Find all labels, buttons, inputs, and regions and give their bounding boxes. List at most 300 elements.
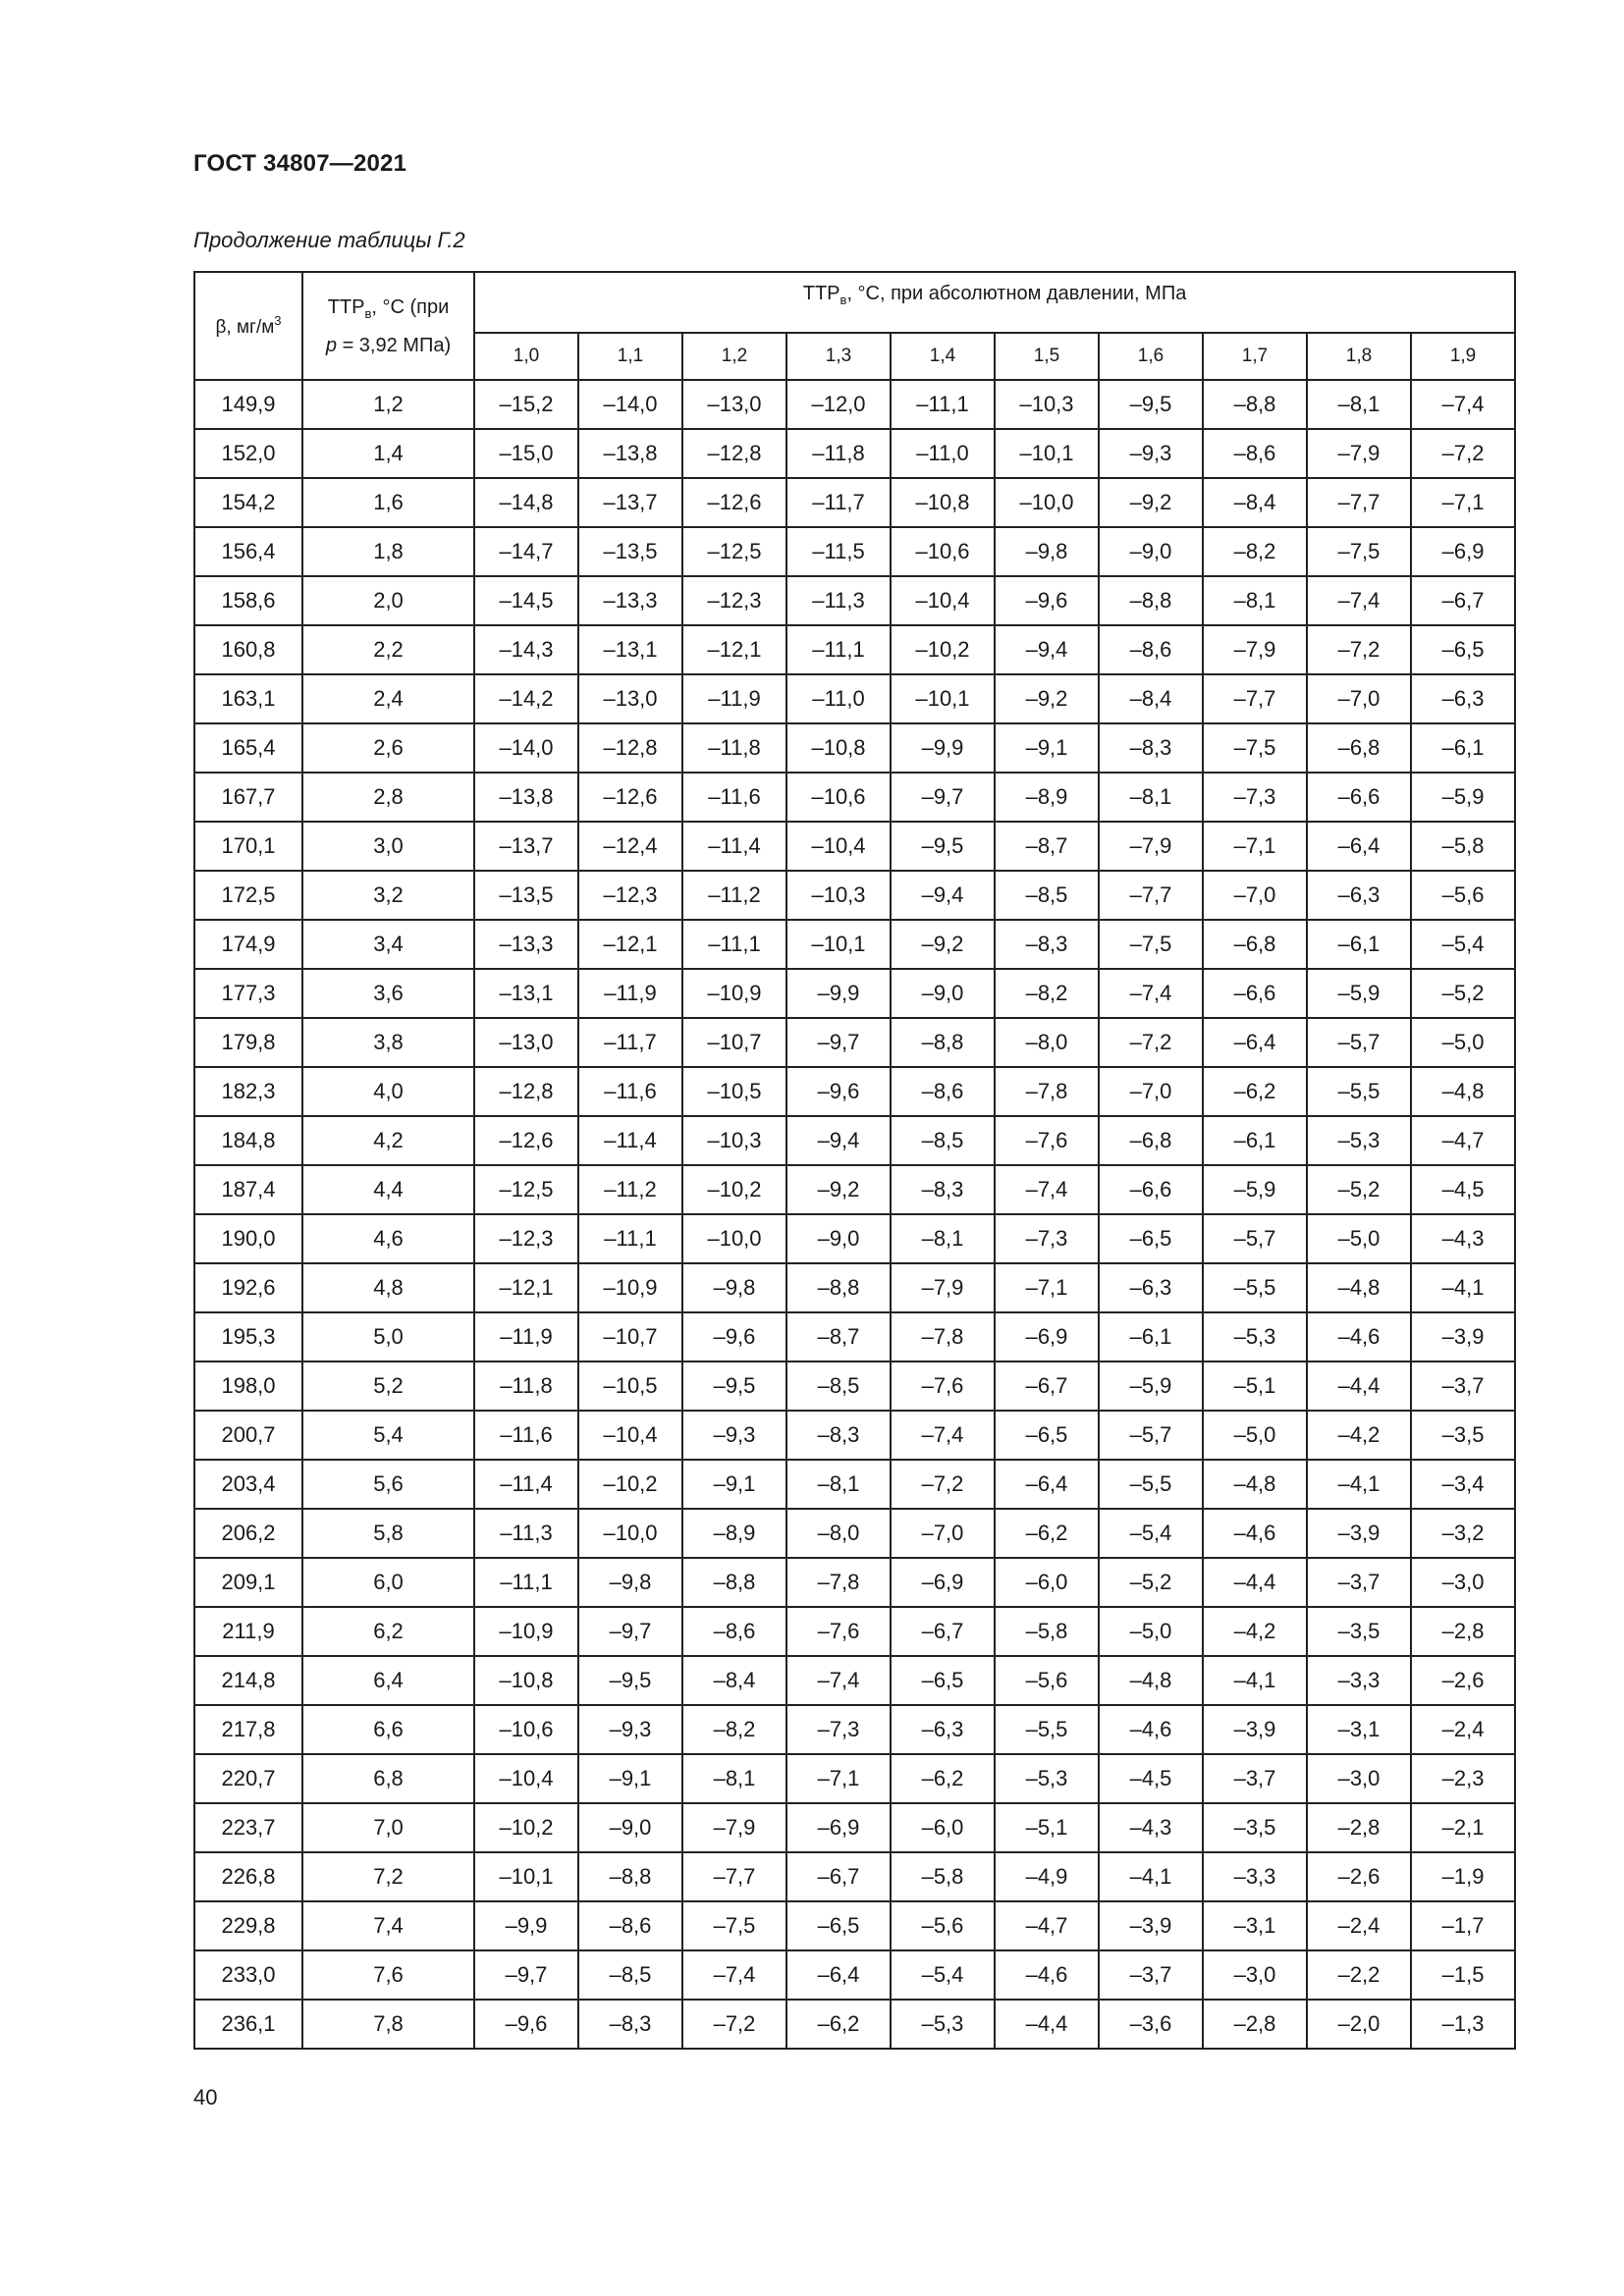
value-cell: –15,2 bbox=[474, 380, 578, 429]
ttp-cell: 3,0 bbox=[302, 822, 474, 871]
value-cell: –10,7 bbox=[578, 1312, 682, 1362]
value-cell: –8,3 bbox=[1099, 723, 1203, 773]
beta-cell: 190,0 bbox=[194, 1214, 302, 1263]
value-cell: –13,0 bbox=[682, 380, 786, 429]
value-cell: –1,7 bbox=[1411, 1901, 1515, 1950]
value-cell: –6,7 bbox=[891, 1607, 995, 1656]
value-cell: –7,4 bbox=[891, 1411, 995, 1460]
value-cell: –9,1 bbox=[995, 723, 1099, 773]
value-cell: –3,6 bbox=[1099, 2000, 1203, 2049]
value-cell: –8,1 bbox=[1203, 576, 1307, 625]
table-row bbox=[194, 969, 1515, 1018]
value-cell: –2,6 bbox=[1411, 1656, 1515, 1705]
table-body bbox=[194, 380, 1515, 2049]
value-cell: –7,8 bbox=[786, 1558, 891, 1607]
value-cell: –11,2 bbox=[682, 871, 786, 920]
beta-cell: 187,4 bbox=[194, 1165, 302, 1214]
value-cell: –10,4 bbox=[786, 822, 891, 871]
value-cell: –5,3 bbox=[891, 2000, 995, 2049]
pressure-header-cell: 1,6 bbox=[1099, 333, 1203, 380]
value-cell: –4,4 bbox=[1203, 1558, 1307, 1607]
table-row bbox=[194, 1067, 1515, 1116]
table-row bbox=[194, 380, 1515, 429]
value-cell: –7,0 bbox=[1099, 1067, 1203, 1116]
value-cell: –5,8 bbox=[891, 1852, 995, 1901]
value-cell: –4,2 bbox=[1203, 1607, 1307, 1656]
ttp-cell: 5,8 bbox=[302, 1509, 474, 1558]
value-cell: –7,4 bbox=[786, 1656, 891, 1705]
value-cell: –13,5 bbox=[474, 871, 578, 920]
value-cell: –6,2 bbox=[1203, 1067, 1307, 1116]
ttp-cell: 5,2 bbox=[302, 1362, 474, 1411]
value-cell: –3,4 bbox=[1411, 1460, 1515, 1509]
value-cell: –7,7 bbox=[682, 1852, 786, 1901]
value-cell: –8,4 bbox=[682, 1656, 786, 1705]
value-cell: –8,9 bbox=[995, 773, 1099, 822]
value-cell: –7,2 bbox=[1411, 429, 1515, 478]
table-row bbox=[194, 920, 1515, 969]
value-cell: –10,9 bbox=[474, 1607, 578, 1656]
value-cell: –10,3 bbox=[995, 380, 1099, 429]
value-cell: –12,1 bbox=[682, 625, 786, 674]
value-cell: –3,3 bbox=[1307, 1656, 1411, 1705]
value-cell: –9,0 bbox=[1099, 527, 1203, 576]
value-cell: –8,2 bbox=[682, 1705, 786, 1754]
value-cell: –7,5 bbox=[682, 1901, 786, 1950]
value-cell: –14,8 bbox=[474, 478, 578, 527]
value-cell: –5,8 bbox=[995, 1607, 1099, 1656]
beta-header-label: β, мг/м bbox=[215, 317, 275, 338]
ttp-header-line1 bbox=[327, 295, 450, 321]
value-cell: –8,9 bbox=[682, 1509, 786, 1558]
value-cell: –9,4 bbox=[786, 1116, 891, 1165]
ttp-cell: 2,2 bbox=[302, 625, 474, 674]
pressure-header-cell: 1,2 bbox=[682, 333, 786, 380]
value-cell: –6,7 bbox=[786, 1852, 891, 1901]
ttp-cell: 7,6 bbox=[302, 1950, 474, 2000]
value-cell: –6,7 bbox=[995, 1362, 1099, 1411]
value-cell: –7,9 bbox=[1099, 822, 1203, 871]
value-cell: –9,7 bbox=[786, 1018, 891, 1067]
value-cell: –8,2 bbox=[1203, 527, 1307, 576]
value-cell: –9,6 bbox=[474, 2000, 578, 2049]
table-row bbox=[194, 429, 1515, 478]
value-cell: –4,8 bbox=[1411, 1067, 1515, 1116]
beta-cell: 170,1 bbox=[194, 822, 302, 871]
value-cell: –10,9 bbox=[682, 969, 786, 1018]
value-cell: –7,6 bbox=[786, 1607, 891, 1656]
value-cell: –6,5 bbox=[995, 1411, 1099, 1460]
beta-header-sup: 3 bbox=[274, 313, 282, 328]
table-row bbox=[194, 773, 1515, 822]
table-row bbox=[194, 674, 1515, 723]
value-cell: –8,6 bbox=[1203, 429, 1307, 478]
beta-cell: 200,7 bbox=[194, 1411, 302, 1460]
beta-cell: 220,7 bbox=[194, 1754, 302, 1803]
value-cell: –5,9 bbox=[1203, 1165, 1307, 1214]
value-cell: –4,6 bbox=[1203, 1509, 1307, 1558]
ttp-cell: 1,2 bbox=[302, 380, 474, 429]
value-cell: –6,2 bbox=[891, 1754, 995, 1803]
value-cell: –7,7 bbox=[1307, 478, 1411, 527]
value-cell: –9,5 bbox=[1099, 380, 1203, 429]
table-caption: Продолжение таблицы Г.2 bbox=[193, 228, 465, 252]
table-row bbox=[194, 527, 1515, 576]
value-cell: –9,2 bbox=[891, 920, 995, 969]
value-cell: –13,0 bbox=[474, 1018, 578, 1067]
ttp-cell: 7,0 bbox=[302, 1803, 474, 1852]
value-cell: –14,7 bbox=[474, 527, 578, 576]
value-cell: –3,9 bbox=[1099, 1901, 1203, 1950]
pressure-header-cell: 1,0 bbox=[474, 333, 578, 380]
value-cell: –6,2 bbox=[995, 1509, 1099, 1558]
table-row bbox=[194, 478, 1515, 527]
pressure-header-cell: 1,5 bbox=[995, 333, 1099, 380]
value-cell: –9,8 bbox=[578, 1558, 682, 1607]
value-cell: –8,5 bbox=[578, 1950, 682, 2000]
value-cell: –5,3 bbox=[1203, 1312, 1307, 1362]
value-cell: –5,3 bbox=[1307, 1116, 1411, 1165]
value-cell: –9,4 bbox=[891, 871, 995, 920]
value-cell: –5,6 bbox=[891, 1901, 995, 1950]
value-cell: –6,4 bbox=[1307, 822, 1411, 871]
value-cell: –1,5 bbox=[1411, 1950, 1515, 2000]
value-cell: –11,9 bbox=[682, 674, 786, 723]
value-cell: –10,2 bbox=[474, 1803, 578, 1852]
value-cell: –5,0 bbox=[1307, 1214, 1411, 1263]
value-cell: –12,6 bbox=[578, 773, 682, 822]
beta-cell: 165,4 bbox=[194, 723, 302, 773]
value-cell: –11,1 bbox=[891, 380, 995, 429]
value-cell: –7,3 bbox=[1203, 773, 1307, 822]
value-cell: –4,6 bbox=[1099, 1705, 1203, 1754]
value-cell: –5,1 bbox=[995, 1803, 1099, 1852]
beta-cell: 195,3 bbox=[194, 1312, 302, 1362]
value-cell: –6,6 bbox=[1203, 969, 1307, 1018]
value-cell: –2,8 bbox=[1411, 1607, 1515, 1656]
value-cell: –4,8 bbox=[1099, 1656, 1203, 1705]
value-cell: –5,5 bbox=[1307, 1067, 1411, 1116]
value-cell: –7,4 bbox=[1411, 380, 1515, 429]
value-cell: –5,0 bbox=[1203, 1411, 1307, 1460]
value-cell: –10,8 bbox=[891, 478, 995, 527]
value-cell: –8,8 bbox=[1099, 576, 1203, 625]
value-cell: –3,2 bbox=[1411, 1509, 1515, 1558]
value-cell: –9,0 bbox=[786, 1214, 891, 1263]
ttp-cell: 7,8 bbox=[302, 2000, 474, 2049]
ttp-header-prefix: ТТР bbox=[327, 295, 365, 318]
value-cell: –9,2 bbox=[995, 674, 1099, 723]
value-cell: –4,9 bbox=[995, 1852, 1099, 1901]
ttp-cell: 2,4 bbox=[302, 674, 474, 723]
value-cell: –8,8 bbox=[1203, 380, 1307, 429]
value-cell: –15,0 bbox=[474, 429, 578, 478]
value-cell: –10,8 bbox=[786, 723, 891, 773]
value-cell: –10,0 bbox=[578, 1509, 682, 1558]
value-cell: –7,1 bbox=[1411, 478, 1515, 527]
value-cell: –9,0 bbox=[891, 969, 995, 1018]
pressure-header-cell: 1,3 bbox=[786, 333, 891, 380]
value-cell: –9,8 bbox=[995, 527, 1099, 576]
value-cell: –6,4 bbox=[1203, 1018, 1307, 1067]
value-cell: –5,7 bbox=[1307, 1018, 1411, 1067]
value-cell: –12,8 bbox=[474, 1067, 578, 1116]
value-cell: –13,5 bbox=[578, 527, 682, 576]
value-cell: –6,3 bbox=[1411, 674, 1515, 723]
table-row bbox=[194, 822, 1515, 871]
ttp-cell: 3,8 bbox=[302, 1018, 474, 1067]
beta-cell: 217,8 bbox=[194, 1705, 302, 1754]
ttp-cell: 5,0 bbox=[302, 1312, 474, 1362]
value-cell: –9,2 bbox=[786, 1165, 891, 1214]
table-row bbox=[194, 1901, 1515, 1950]
value-cell: –8,1 bbox=[1099, 773, 1203, 822]
value-cell: –7,1 bbox=[1203, 822, 1307, 871]
ttp-header-rest: = 3,92 МПа) bbox=[337, 334, 452, 356]
value-cell: –5,6 bbox=[1411, 871, 1515, 920]
ttp-header-var: p bbox=[325, 334, 338, 356]
table-row bbox=[194, 1803, 1515, 1852]
value-cell: –6,1 bbox=[1099, 1312, 1203, 1362]
value-cell: –11,6 bbox=[578, 1067, 682, 1116]
value-cell: –4,6 bbox=[995, 1950, 1099, 2000]
value-cell: –11,1 bbox=[474, 1558, 578, 1607]
value-cell: –7,2 bbox=[1099, 1018, 1203, 1067]
value-cell: –6,3 bbox=[1307, 871, 1411, 920]
group-header-sub: в bbox=[839, 293, 847, 307]
ttp-cell: 1,6 bbox=[302, 478, 474, 527]
value-cell: –12,3 bbox=[474, 1214, 578, 1263]
value-cell: –5,5 bbox=[1203, 1263, 1307, 1312]
value-cell: –12,1 bbox=[578, 920, 682, 969]
value-cell: –7,0 bbox=[1203, 871, 1307, 920]
value-cell: –3,5 bbox=[1203, 1803, 1307, 1852]
value-cell: –4,5 bbox=[1099, 1754, 1203, 1803]
table-row bbox=[194, 1705, 1515, 1754]
value-cell: –12,3 bbox=[682, 576, 786, 625]
ttp-cell: 3,2 bbox=[302, 871, 474, 920]
value-cell: –9,8 bbox=[682, 1263, 786, 1312]
value-cell: –13,0 bbox=[578, 674, 682, 723]
value-cell: –10,1 bbox=[474, 1852, 578, 1901]
value-cell: –5,2 bbox=[1411, 969, 1515, 1018]
value-cell: –2,4 bbox=[1411, 1705, 1515, 1754]
value-cell: –8,4 bbox=[1203, 478, 1307, 527]
value-cell: –11,3 bbox=[786, 576, 891, 625]
beta-cell: 179,8 bbox=[194, 1018, 302, 1067]
value-cell: –10,1 bbox=[786, 920, 891, 969]
value-cell: –2,8 bbox=[1203, 2000, 1307, 2049]
table-row bbox=[194, 1656, 1515, 1705]
value-cell: –4,4 bbox=[995, 2000, 1099, 2049]
value-cell: –5,1 bbox=[1203, 1362, 1307, 1411]
value-cell: –5,5 bbox=[1099, 1460, 1203, 1509]
value-cell: –5,0 bbox=[1411, 1018, 1515, 1067]
value-cell: –9,3 bbox=[1099, 429, 1203, 478]
value-cell: –12,8 bbox=[682, 429, 786, 478]
value-cell: –9,7 bbox=[578, 1607, 682, 1656]
value-cell: –14,5 bbox=[474, 576, 578, 625]
value-cell: –13,1 bbox=[474, 969, 578, 1018]
value-cell: –13,3 bbox=[474, 920, 578, 969]
value-cell: –2,2 bbox=[1307, 1950, 1411, 2000]
value-cell: –6,4 bbox=[786, 1950, 891, 2000]
value-cell: –10,7 bbox=[682, 1018, 786, 1067]
value-cell: –7,2 bbox=[682, 2000, 786, 2049]
beta-cell: 182,3 bbox=[194, 1067, 302, 1116]
value-cell: –8,2 bbox=[995, 969, 1099, 1018]
beta-cell: 160,8 bbox=[194, 625, 302, 674]
ttp-cell: 7,4 bbox=[302, 1901, 474, 1950]
table-row bbox=[194, 1607, 1515, 1656]
beta-cell: 233,0 bbox=[194, 1950, 302, 2000]
value-cell: –10,1 bbox=[995, 429, 1099, 478]
table-row bbox=[194, 1509, 1515, 1558]
value-cell: –3,9 bbox=[1307, 1509, 1411, 1558]
value-cell: –6,6 bbox=[1307, 773, 1411, 822]
value-cell: –3,9 bbox=[1203, 1705, 1307, 1754]
ttp-header-sub: в bbox=[364, 305, 372, 321]
value-cell: –2,6 bbox=[1307, 1852, 1411, 1901]
value-cell: –9,5 bbox=[578, 1656, 682, 1705]
value-cell: –5,9 bbox=[1099, 1362, 1203, 1411]
value-cell: –7,4 bbox=[1307, 576, 1411, 625]
beta-column-header bbox=[194, 272, 302, 380]
value-cell: –5,4 bbox=[891, 1950, 995, 2000]
table-row bbox=[194, 1116, 1515, 1165]
value-cell: –9,4 bbox=[995, 625, 1099, 674]
value-cell: –9,1 bbox=[682, 1460, 786, 1509]
value-cell: –7,1 bbox=[786, 1754, 891, 1803]
value-cell: –8,8 bbox=[891, 1018, 995, 1067]
table-row bbox=[194, 625, 1515, 674]
value-cell: –2,8 bbox=[1307, 1803, 1411, 1852]
value-cell: –14,0 bbox=[474, 723, 578, 773]
table-row bbox=[194, 1852, 1515, 1901]
ttp-column-header bbox=[302, 272, 474, 380]
ttp-cell: 6,0 bbox=[302, 1558, 474, 1607]
beta-cell: 167,7 bbox=[194, 773, 302, 822]
value-cell: –9,9 bbox=[474, 1901, 578, 1950]
value-cell: –13,1 bbox=[578, 625, 682, 674]
value-cell: –11,8 bbox=[786, 429, 891, 478]
value-cell: –7,5 bbox=[1307, 527, 1411, 576]
value-cell: –8,1 bbox=[891, 1214, 995, 1263]
ttp-cell: 6,4 bbox=[302, 1656, 474, 1705]
value-cell: –6,3 bbox=[1099, 1263, 1203, 1312]
value-cell: –5,9 bbox=[1411, 773, 1515, 822]
ttp-cell: 7,2 bbox=[302, 1852, 474, 1901]
value-cell: –10,3 bbox=[682, 1116, 786, 1165]
ttp-cell: 1,8 bbox=[302, 527, 474, 576]
value-cell: –5,2 bbox=[1099, 1558, 1203, 1607]
value-cell: –10,1 bbox=[891, 674, 995, 723]
value-cell: –8,3 bbox=[578, 2000, 682, 2049]
value-cell: –2,3 bbox=[1411, 1754, 1515, 1803]
value-cell: –9,3 bbox=[578, 1705, 682, 1754]
value-cell: –10,2 bbox=[682, 1165, 786, 1214]
value-cell: –8,0 bbox=[995, 1018, 1099, 1067]
value-cell: –4,6 bbox=[1307, 1312, 1411, 1362]
value-cell: –12,0 bbox=[786, 380, 891, 429]
value-cell: –8,4 bbox=[1099, 674, 1203, 723]
value-cell: –7,9 bbox=[1203, 625, 1307, 674]
value-cell: –10,0 bbox=[995, 478, 1099, 527]
beta-cell: 149,9 bbox=[194, 380, 302, 429]
value-cell: –3,0 bbox=[1307, 1754, 1411, 1803]
table-row bbox=[194, 1263, 1515, 1312]
table-row bbox=[194, 1754, 1515, 1803]
value-cell: –4,1 bbox=[1099, 1852, 1203, 1901]
ttp-header-suffix: , °С (при bbox=[371, 295, 450, 318]
value-cell: –3,7 bbox=[1203, 1754, 1307, 1803]
beta-cell: 152,0 bbox=[194, 429, 302, 478]
group-header-prefix: ТТР bbox=[802, 283, 840, 304]
value-cell: –5,4 bbox=[1411, 920, 1515, 969]
beta-cell: 214,8 bbox=[194, 1656, 302, 1705]
value-cell: –12,4 bbox=[578, 822, 682, 871]
pressure-header-cell: 1,1 bbox=[578, 333, 682, 380]
value-cell: –9,5 bbox=[682, 1362, 786, 1411]
table-row bbox=[194, 1950, 1515, 2000]
value-cell: –6,8 bbox=[1203, 920, 1307, 969]
value-cell: –10,2 bbox=[891, 625, 995, 674]
value-cell: –10,6 bbox=[891, 527, 995, 576]
value-cell: –12,3 bbox=[578, 871, 682, 920]
table-row bbox=[194, 1460, 1515, 1509]
value-cell: –3,5 bbox=[1411, 1411, 1515, 1460]
value-cell: –1,3 bbox=[1411, 2000, 1515, 2049]
value-cell: –12,1 bbox=[474, 1263, 578, 1312]
value-cell: –9,2 bbox=[1099, 478, 1203, 527]
pressure-header-cell: 1,8 bbox=[1307, 333, 1411, 380]
value-cell: –9,0 bbox=[578, 1803, 682, 1852]
value-cell: –11,8 bbox=[474, 1362, 578, 1411]
value-cell: –12,5 bbox=[682, 527, 786, 576]
value-cell: –7,6 bbox=[891, 1362, 995, 1411]
value-cell: –6,8 bbox=[1307, 723, 1411, 773]
ttp-cell: 6,6 bbox=[302, 1705, 474, 1754]
value-cell: –10,2 bbox=[578, 1460, 682, 1509]
value-cell: –11,8 bbox=[682, 723, 786, 773]
value-cell: –6,1 bbox=[1411, 723, 1515, 773]
beta-cell: 158,6 bbox=[194, 576, 302, 625]
value-cell: –4,7 bbox=[995, 1901, 1099, 1950]
table-row bbox=[194, 1362, 1515, 1411]
value-cell: –3,0 bbox=[1203, 1950, 1307, 2000]
value-cell: –6,8 bbox=[1099, 1116, 1203, 1165]
beta-cell: 223,7 bbox=[194, 1803, 302, 1852]
value-cell: –8,3 bbox=[891, 1165, 995, 1214]
beta-cell: 154,2 bbox=[194, 478, 302, 527]
value-cell: –10,4 bbox=[578, 1411, 682, 1460]
table-row bbox=[194, 1165, 1515, 1214]
value-cell: –11,4 bbox=[682, 822, 786, 871]
beta-cell: 236,1 bbox=[194, 2000, 302, 2049]
value-cell: –5,8 bbox=[1411, 822, 1515, 871]
value-cell: –6,5 bbox=[786, 1901, 891, 1950]
table-row bbox=[194, 2000, 1515, 2049]
value-cell: –6,6 bbox=[1099, 1165, 1203, 1214]
value-cell: –6,4 bbox=[995, 1460, 1099, 1509]
value-cell: –7,4 bbox=[995, 1165, 1099, 1214]
value-cell: –7,4 bbox=[682, 1950, 786, 2000]
value-cell: –5,7 bbox=[1099, 1411, 1203, 1460]
value-cell: –6,9 bbox=[786, 1803, 891, 1852]
value-cell: –11,5 bbox=[786, 527, 891, 576]
value-cell: –4,2 bbox=[1307, 1411, 1411, 1460]
value-cell: –5,5 bbox=[995, 1705, 1099, 1754]
